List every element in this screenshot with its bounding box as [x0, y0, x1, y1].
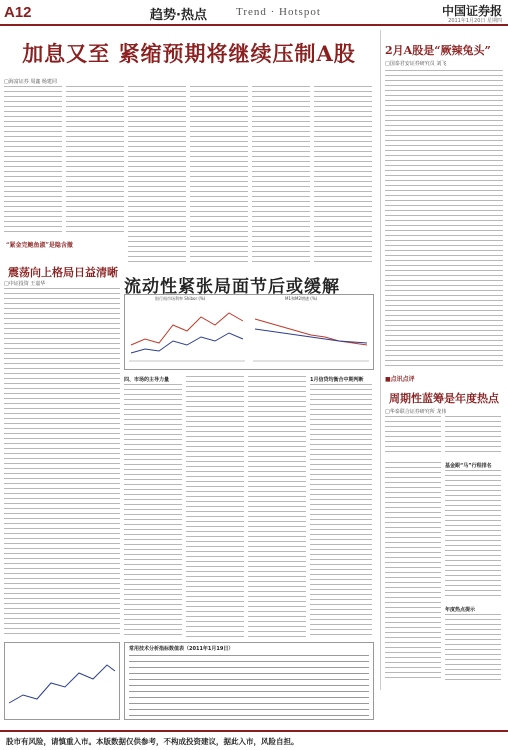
article-text-block: [445, 416, 501, 456]
sidebar-column: [380, 30, 504, 690]
article-text-block: [66, 86, 124, 236]
sidebar-headline: 2月A股是“厥辣兔头”: [385, 44, 491, 57]
feature-headline: 流动性紧张局面节后或缓解: [124, 277, 340, 297]
subhead-2-byline: □中证投资 王嘉华: [4, 281, 46, 287]
main-column: [4, 30, 374, 690]
section-title: 趋势·热点: [150, 8, 207, 23]
sidebar-subhead-2: 年度热点提示: [445, 607, 476, 613]
sidebar-byline: □国泰君安证券研究员 刘飞: [385, 61, 447, 67]
page-number: A12: [4, 4, 32, 21]
indicator-table: [124, 642, 374, 720]
article-text-block: [4, 288, 120, 638]
page-footer: [0, 730, 508, 750]
sidebar-byline-2: □华泰联合证券研究所 龙伟: [385, 409, 447, 415]
sidebar-subhead: 基金跟“马”行程排名: [445, 463, 492, 469]
feature-subhead-2: 1月信贷均衡合中期判断: [310, 377, 364, 383]
feature-charts: [124, 294, 374, 370]
chart-lines: [125, 295, 373, 369]
article-text-block: [128, 86, 186, 266]
article-text-block: [252, 86, 310, 266]
article-text-block: [310, 384, 372, 638]
article-text-block: [4, 86, 62, 236]
article-text-block: [186, 376, 244, 638]
issue-date: 2011年1月20日 星期四: [448, 18, 502, 24]
bottom-left-chart: [4, 642, 120, 720]
article-text-block: [385, 462, 441, 682]
page-header: [0, 0, 508, 26]
sidebar-tag: ■点讯点评: [385, 376, 415, 383]
risk-disclaimer: 股市有风险，请慎重入市。本版数据仅供参考，不构成投资建议，据此入市，风险自担。: [6, 737, 299, 746]
subhead-2: 震荡向上格局日益清晰: [8, 266, 118, 279]
article-text-block: [385, 70, 503, 366]
feature-subhead-1: 四、市场的主导力量: [124, 377, 170, 383]
section-title-en: Trend · Hotspot: [236, 6, 321, 18]
sidebar-headline-2: 周期性蓝筹是年度热点: [389, 392, 499, 405]
main-headline: 加息又至 紧缩预期将继续压制A股: [22, 41, 356, 66]
table-grid: [129, 655, 369, 717]
subhead-1: “紧金完鲍鱼淑”是隐含撤: [6, 242, 73, 249]
article-text-block: [314, 86, 372, 266]
bottom-chart-lines: [5, 643, 119, 719]
newspaper-name: 中国证券报: [441, 4, 502, 18]
chart-right-label: M1和M2增速 (%): [285, 296, 318, 301]
article-text-block: [124, 384, 182, 638]
article-text-block: [445, 614, 501, 682]
main-byline: □海富证券 周鑫 杨建同: [4, 79, 57, 85]
article-text-block: [248, 376, 306, 638]
chart-left-label: 银行间市场利率 Shibor (%): [155, 296, 206, 301]
table-title: 常用技术分析指标数值表（2011年1月19日）: [129, 646, 234, 652]
article-text-block: [190, 86, 248, 266]
article-text-block: [385, 416, 441, 456]
article-text-block: [445, 470, 501, 600]
